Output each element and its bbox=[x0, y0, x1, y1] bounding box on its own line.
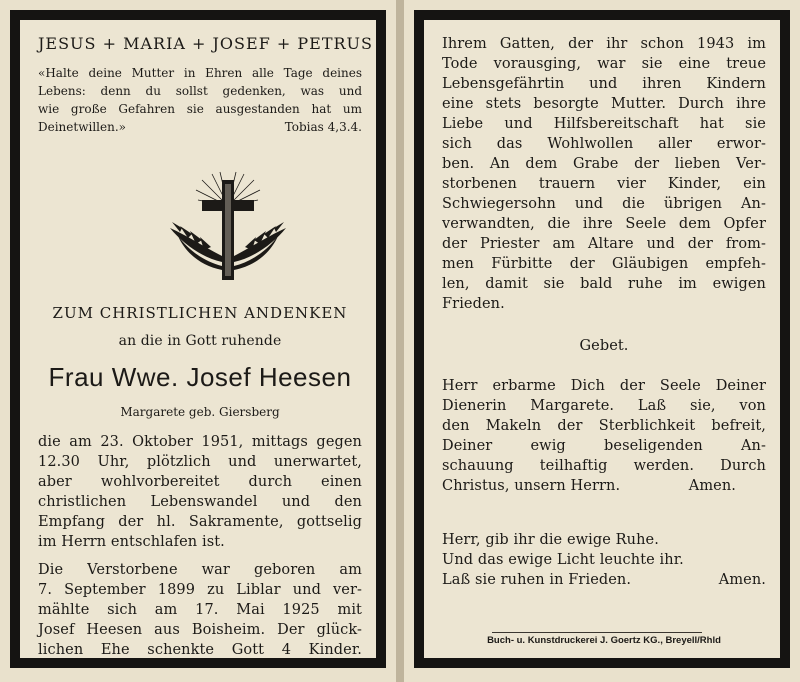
printer-rule bbox=[492, 632, 702, 633]
bio2-line-3: mählte sich am 17. Mai 1925 mit bbox=[38, 602, 362, 618]
quote-end: Deinetwillen.» bbox=[38, 120, 126, 134]
text-line-12: men Fürbitte der Gläubigen empfeh- bbox=[442, 256, 766, 272]
prayer-line-5: schauung teilhaftig werden. Durch bbox=[442, 458, 766, 474]
bio-line-2: 12.30 Uhr, plötzlich und unerwartet, bbox=[38, 454, 362, 470]
maiden-name: Margarete geb. Giersberg bbox=[120, 405, 280, 419]
rest-amen: Amen. bbox=[718, 572, 766, 588]
prayer-amen: Amen. bbox=[688, 478, 736, 494]
text-line-1: Ihrem Gatten, der ihr schon 1943 im bbox=[442, 36, 766, 52]
text-line-8: storbenen trauern vier Kinder, ein bbox=[442, 176, 766, 192]
text-line-13: len, damit sie bald ruhe im ewigen bbox=[442, 276, 766, 292]
right-panel bbox=[404, 0, 800, 682]
memorial-subtitle: an die in Gott ruhende bbox=[118, 333, 282, 349]
rest-end: Laß sie ruhen in Frieden. bbox=[442, 572, 632, 588]
prayer-line-6 bbox=[442, 478, 736, 494]
rest-line-2: Und das ewige Licht leuchte ihr. bbox=[442, 552, 684, 568]
prayer-line-4: Deiner ewig beseligenden An- bbox=[442, 438, 766, 454]
rest-line-1: Herr, gib ihr die ewige Ruhe. bbox=[442, 532, 659, 548]
deceased-name: Frau Wwe. Josef Heesen bbox=[48, 362, 352, 392]
prayer-line-2: Dienerin Margarete. Laß sie, von bbox=[442, 398, 766, 414]
quote-line-3: wie große Gefahren sie ausgestanden hat um bbox=[38, 102, 362, 116]
bio-line-6: im Herrn entschlafen ist. bbox=[38, 534, 225, 550]
bio-line-1: die am 23. Oktober 1951, mittags gegen bbox=[38, 434, 362, 450]
text-line-2: Tode vorausging, war sie eine treue bbox=[442, 56, 766, 72]
quote-reference: Tobias 4,3.4. bbox=[284, 120, 362, 134]
right-black-border bbox=[414, 10, 790, 668]
bio-line-5: Empfang der hl. Sakramente, gottselig bbox=[38, 514, 362, 530]
text-line-9: Schwiegersohn und die übrigen An- bbox=[442, 196, 766, 212]
quote-line-1: «Halte deine Mutter in Ehren alle Tage deines bbox=[38, 66, 362, 80]
quote-line-2: Lebens: denn du sollst gedenken, was und bbox=[38, 84, 362, 98]
left-black-border bbox=[10, 10, 386, 668]
left-panel bbox=[0, 0, 396, 682]
text-line-11: der Priester am Altare und der from- bbox=[442, 236, 766, 252]
text-line-6: sich das Wohlwollen aller erwor- bbox=[442, 136, 766, 152]
bio2-line-5: lichen Ehe schenkte Gott 4 Kinder. bbox=[38, 642, 362, 658]
prayer-title: Gebet. bbox=[579, 338, 629, 354]
quote-line-4 bbox=[38, 120, 362, 134]
cross-palm-icon bbox=[158, 170, 298, 285]
prayer-line-1: Herr erbarme Dich der Seele Deiner bbox=[442, 378, 766, 394]
text-line-10: verwandten, die ihre Seele dem Opfer bbox=[442, 216, 766, 232]
text-line-4: eine stets besorgte Mutter. Durch ihre bbox=[442, 96, 766, 112]
bio2-line-2: 7. September 1899 zu Liblar und ver- bbox=[38, 582, 362, 598]
bio-line-4: christlichen Lebenswandel und den bbox=[38, 494, 362, 510]
text-line-5: Liebe und Hilfsbereitschaft hat sie bbox=[442, 116, 766, 132]
bio2-line-1: Die Verstorbene war geboren am bbox=[38, 562, 362, 578]
bio2-line-4: Josef Heesen aus Boisheim. Der glück- bbox=[38, 622, 362, 638]
text-line-3: Lebensgefährtin und ihren Kindern bbox=[442, 76, 766, 92]
devotion-heading: JESUS + MARIA + JOSEF + PETRUS bbox=[38, 34, 373, 53]
rest-line-3 bbox=[442, 572, 766, 588]
text-line-7: ben. An dem Grabe der lieben Ver- bbox=[442, 156, 766, 172]
prayer-end: Christus, unsern Herrn. bbox=[442, 478, 621, 494]
bio-line-3: aber wohlvorbereitet durch einen bbox=[38, 474, 362, 490]
memorial-title: ZUM CHRISTLICHEN ANDENKEN bbox=[52, 304, 348, 322]
printer-imprint: Buch- u. Kunstdruckerei J. Goertz KG., Breyell/Rhld bbox=[487, 635, 721, 646]
text-line-14: Frieden. bbox=[442, 296, 505, 312]
prayer-line-3: den Makeln der Sterblichkeit befreit, bbox=[442, 418, 766, 434]
